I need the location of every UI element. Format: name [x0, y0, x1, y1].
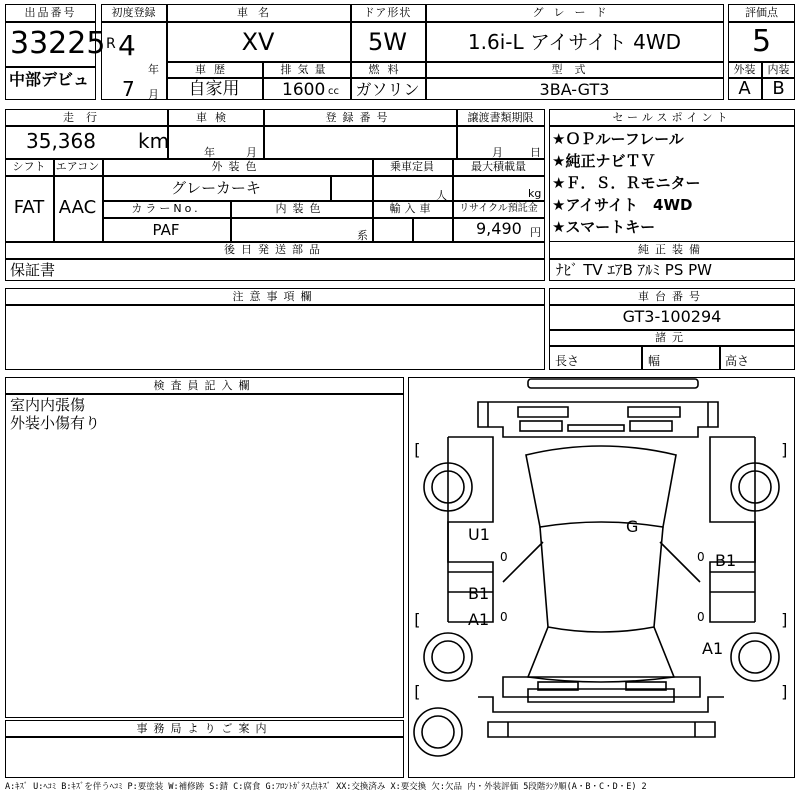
width-label: 幅	[648, 354, 661, 368]
bracket-left-bottom: [	[412, 682, 422, 701]
model-code-value: 3BA-GT3	[539, 80, 610, 99]
mileage-value: 35,368	[26, 129, 96, 153]
history-header: 車歴	[195, 63, 233, 76]
exterior-grade: A	[738, 78, 751, 99]
car-name-header: 車名	[237, 6, 279, 19]
max-load-unit: kg	[528, 187, 542, 200]
bracket-left-rear: [	[412, 610, 422, 629]
recycle-unit: 円	[530, 226, 541, 239]
inspector-note: 室内内張傷	[10, 396, 86, 414]
equipment-value: ﾅﾋﾞ TV ｴｱB ｱﾙﾐ PS PW	[556, 261, 712, 279]
bracket-right-rear: ]	[780, 610, 790, 629]
aircon-header: エアコン	[55, 160, 100, 173]
inspection-year-unit: 年	[204, 146, 215, 159]
mileage-unit: km	[138, 129, 170, 153]
sales-points-header: セールスポイント	[612, 111, 732, 124]
legend-text: A:ｷｽﾞ U:ﾍｺﾐ B:ｷｽﾞを伴うﾍｺﾐ P:要塗装 W:補修跡 S:錆 C:腐食 G:ﾌﾛﾝﾄｶﾞﾗｽ点ｷｽﾞ XX:交換済み X:要交換 欠:欠品 内・外装評価 5段階ﾗﾝｸ順(A・B・C・D・E) 2	[5, 782, 647, 792]
grade-value: 1.6i-L アイサイト 4WD	[467, 30, 682, 54]
sales-point-item: ★スマートキー	[552, 218, 656, 236]
ext-color-value: グレーカーキ	[171, 179, 261, 197]
mark-zero-left-rear: 0	[500, 610, 508, 624]
displacement-unit: cc	[328, 86, 339, 97]
grade-header: グレード	[532, 6, 617, 19]
ext-color-header: 外装色	[211, 160, 263, 173]
fuel-value: ガソリン	[355, 80, 420, 99]
transfer-day-unit: 日	[530, 146, 541, 159]
capacity-header: 乗車定員	[390, 160, 434, 173]
mark-zero-right-rear: 0	[697, 610, 705, 624]
chassis-value: GT3-100294	[622, 307, 722, 326]
sales-point-item: ★ＯＰルーフレール	[552, 130, 684, 148]
car-name: XV	[241, 28, 275, 56]
chassis-header: 車台番号	[638, 290, 706, 303]
fuel-header: 燃料	[368, 63, 407, 76]
color-no-header: カラーNo.	[131, 202, 201, 215]
door-header: ドア形状	[363, 6, 412, 19]
first-reg-year: 4	[118, 29, 136, 62]
length-label: 長さ	[555, 354, 580, 368]
displacement-header: 排気量	[280, 63, 332, 76]
capacity-unit: 人	[436, 189, 447, 202]
model-code-header: 型式	[551, 63, 598, 76]
office-header: 事務局よりご案内	[136, 722, 273, 735]
notes-header: 注意事項欄	[232, 290, 318, 303]
sales-point-item: ★純正ナビＴＶ	[552, 152, 656, 170]
car-diagram	[408, 377, 795, 778]
mileage-header: 走行	[63, 111, 109, 124]
reg-no-header: 登録番号	[325, 111, 394, 124]
first-reg-month: 7	[122, 77, 135, 101]
mark-g: G	[626, 517, 639, 536]
later-parts-header: 後日発送部品	[224, 243, 326, 256]
bracket-right-front: ]	[780, 440, 790, 459]
inspector-header: 検査員記入欄	[153, 379, 256, 392]
bracket-left-front: [	[412, 440, 422, 459]
mark-b1-right: B1	[715, 551, 737, 570]
inspection-month-unit: 月	[246, 146, 257, 159]
dimensions-header: 諸元	[655, 331, 689, 344]
mark-zero-right: 0	[697, 550, 705, 564]
recycle-header: リサイクル預託金	[459, 203, 538, 214]
mark-a1-left: A1	[468, 610, 490, 629]
shift-value: FAT	[13, 197, 45, 218]
equipment-header: 純正装備	[638, 243, 706, 256]
max-load-header: 最大積載量	[471, 160, 526, 173]
exterior-grade-header: 外装	[733, 63, 756, 76]
mark-b1-left: B1	[468, 584, 490, 603]
int-color-header: 内装色	[275, 202, 327, 215]
transfer-month-unit: 月	[492, 146, 503, 159]
aircon-value: AAC	[58, 197, 97, 218]
debut-label: 中部デビュ	[9, 70, 90, 89]
score-value: 5	[751, 24, 772, 59]
bracket-right-bottom: ]	[780, 682, 790, 701]
shift-header: シフト	[12, 160, 46, 173]
mark-a1-right: A1	[702, 639, 724, 658]
inspection-header: 車検	[196, 111, 234, 124]
import-header: 輸入車	[389, 202, 435, 215]
color-no-value: PAF	[152, 221, 180, 239]
later-parts-value: 保証書	[10, 261, 56, 279]
lot-number: 33225	[10, 26, 106, 61]
lot-number-header: 出品番号	[24, 6, 77, 19]
inspector-note: 外装小傷有り	[10, 414, 101, 432]
sales-point-item: ★アイサイト 4WD	[552, 196, 693, 214]
first-reg-era: R	[106, 36, 116, 52]
mark-u1: U1	[468, 525, 490, 544]
score-header: 評価点	[745, 6, 778, 19]
door-type: 5W	[368, 28, 407, 56]
transfer-due-header: 譲渡書類期限	[467, 111, 534, 124]
height-label: 高さ	[725, 354, 750, 368]
displacement-value: 1600	[282, 80, 326, 100]
recycle-value: 9,490	[476, 219, 522, 238]
interior-grade-header: 内装	[767, 63, 790, 76]
year-unit: 年	[148, 63, 159, 76]
first-reg-header: 初度登録	[111, 6, 156, 19]
month-unit: 月	[148, 88, 159, 101]
sales-point-item: ★Ｆ．Ｓ．Ｒモニター	[552, 174, 701, 192]
interior-grade: B	[772, 78, 785, 99]
history-value: 自家用	[188, 79, 240, 99]
int-color-unit: 系	[357, 229, 368, 242]
mark-zero-left: 0	[500, 550, 508, 564]
